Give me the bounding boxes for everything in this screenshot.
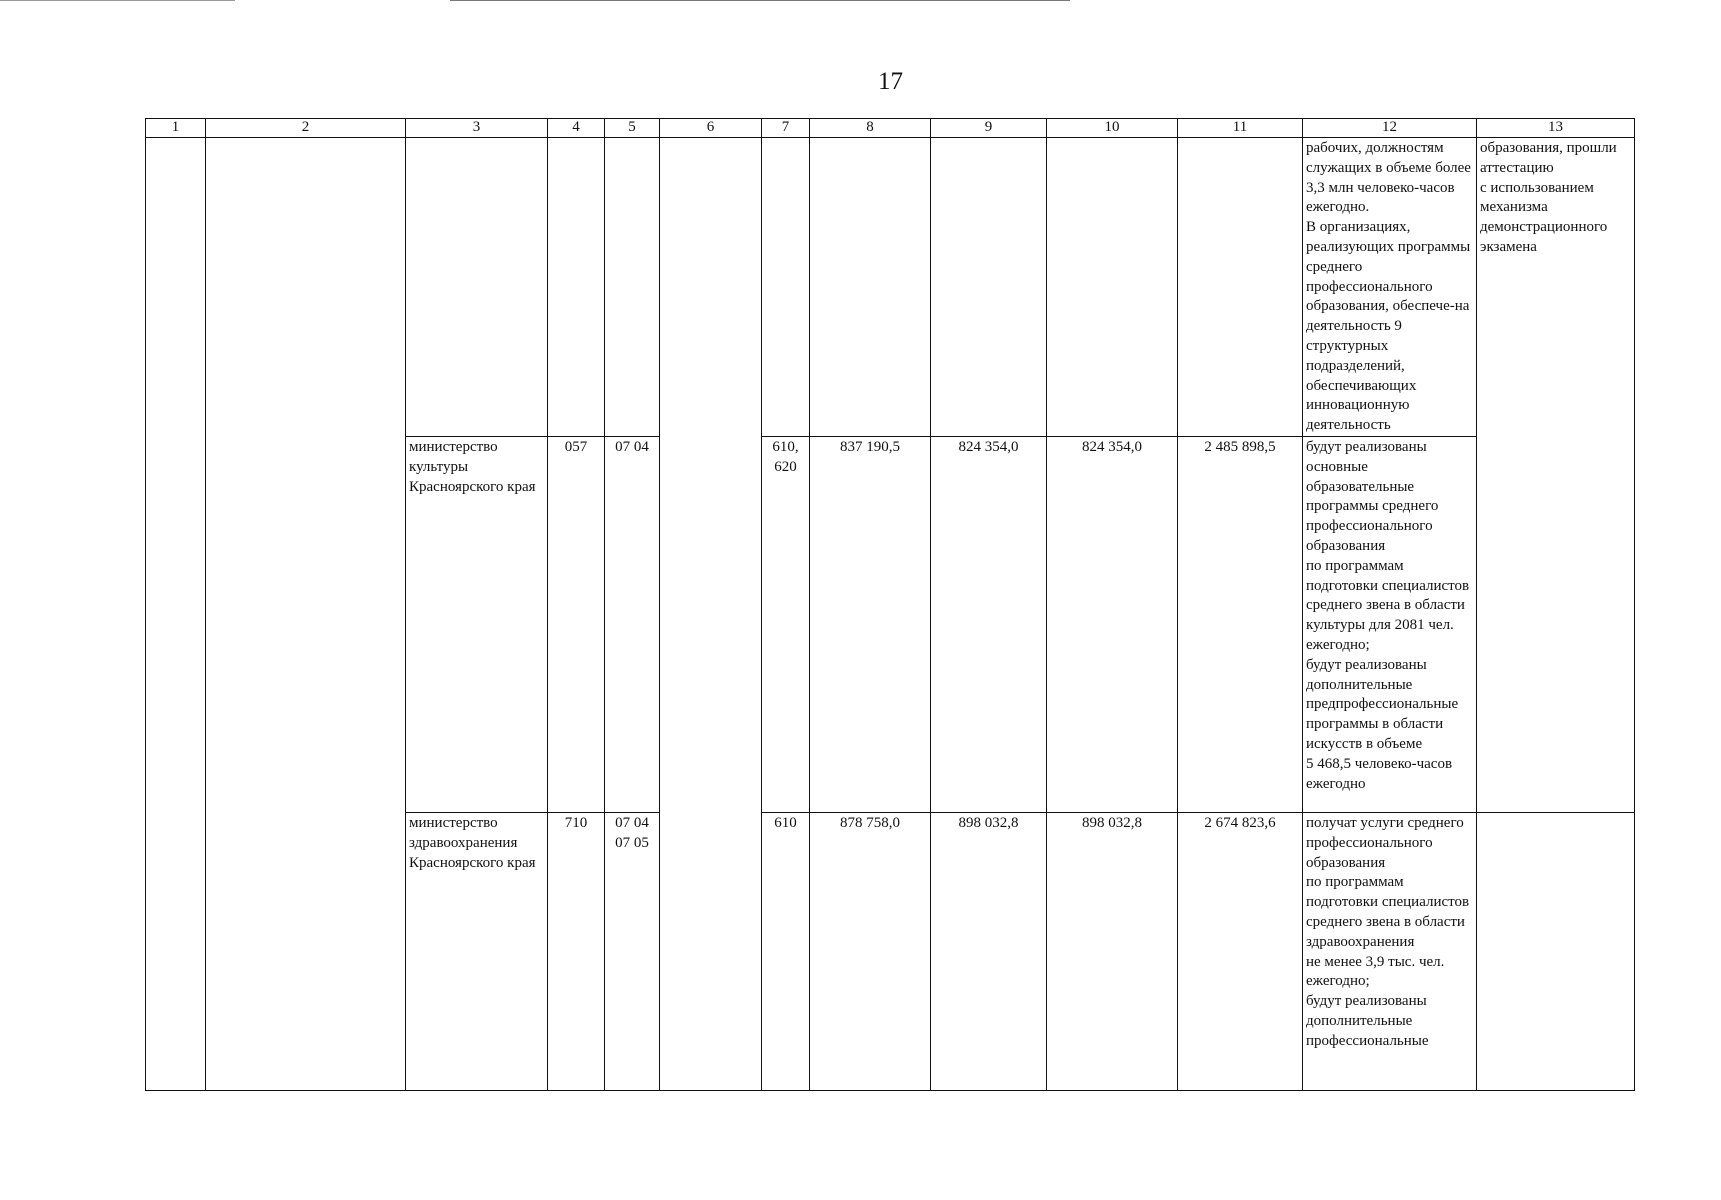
column-header: 1 [146, 119, 206, 138]
cell-amount-year1: 878 758,0 [810, 812, 931, 1090]
column-header: 5 [605, 119, 660, 138]
cell-col13-indicator [1477, 812, 1635, 1090]
cell-grbs-code: 710 [548, 812, 605, 1090]
cell-grbs-code: 057 [548, 436, 605, 812]
column-header: 10 [1047, 119, 1178, 138]
column-header: 12 [1303, 119, 1477, 138]
cell-expense-type: 610 [762, 812, 810, 1090]
column-header: 9 [931, 119, 1047, 138]
column-header: 6 [660, 119, 762, 138]
cell-amount-total: 2 485 898,5 [1178, 436, 1303, 812]
cell-col10 [1047, 138, 1178, 437]
table-header-row [146, 119, 1635, 138]
cell-col13-indicator: образования, прошли аттестацию с использованием механизма демонстрационного экзамена [1477, 138, 1635, 813]
cell-expense-type: 610, 620 [762, 436, 810, 812]
column-header: 4 [548, 119, 605, 138]
column-header: 7 [762, 119, 810, 138]
cell-col8 [810, 138, 931, 437]
cell-col2 [206, 138, 406, 1091]
budget-table [145, 118, 1635, 1091]
cell-col12-result: получат услуги среднего профессионального образования по программам подготовки специалистов среднего звена в области здравоохранения не менее 3,9 тыс. чел. ежегодно; будут реализованы дополнительные профессиональные [1303, 812, 1477, 1090]
column-header: 11 [1178, 119, 1303, 138]
column-header: 8 [810, 119, 931, 138]
cell-ministry-name: министерство здравоохранения Красноярского края [406, 812, 548, 1090]
cell-col9 [931, 138, 1047, 437]
cell-amount-year2: 898 032,8 [931, 812, 1047, 1090]
cell-ministry-name: министерство культуры Красноярского края [406, 436, 548, 812]
table-row-continuation [146, 138, 1635, 437]
cell-section-code: 07 04 [605, 436, 660, 812]
cell-col12-result: будут реализованы основные образовательные программы среднего профессионального образования по программам подготовки специалистов среднего звена в области культуры для 2081 чел. ежегодно; будут реализованы дополнительные предпрофессиональные программы в области искусств в объеме 5 468,5 человеко-часов ежегодно [1303, 436, 1477, 812]
cell-amount-year3: 898 032,8 [1047, 812, 1178, 1090]
scan-artifact-line [450, 0, 1070, 1]
cell-amount-year3: 824 354,0 [1047, 436, 1178, 812]
cell-col6 [660, 138, 762, 1091]
column-header: 13 [1477, 119, 1635, 138]
cell-col4 [548, 138, 605, 437]
column-header: 2 [206, 119, 406, 138]
cell-amount-year2: 824 354,0 [931, 436, 1047, 812]
cell-section-code: 07 04 07 05 [605, 812, 660, 1090]
cell-col1 [146, 138, 206, 1091]
cell-col12-result: рабочих, должностям служащих в объеме более 3,3 млн человеко-часов ежегодно. В организациях, реализующих программы среднего профессионального образования, обеспече-на деятельность 9 структурных подразделений, обеспечивающих инновационную деятельность [1303, 138, 1477, 437]
scan-artifact-line [0, 0, 235, 1]
cell-col5 [605, 138, 660, 437]
cell-col7 [762, 138, 810, 437]
cell-amount-total: 2 674 823,6 [1178, 812, 1303, 1090]
cell-col3 [406, 138, 548, 437]
cell-col11 [1178, 138, 1303, 437]
cell-amount-year1: 837 190,5 [810, 436, 931, 812]
page-number: 17 [878, 68, 903, 95]
column-header: 3 [406, 119, 548, 138]
